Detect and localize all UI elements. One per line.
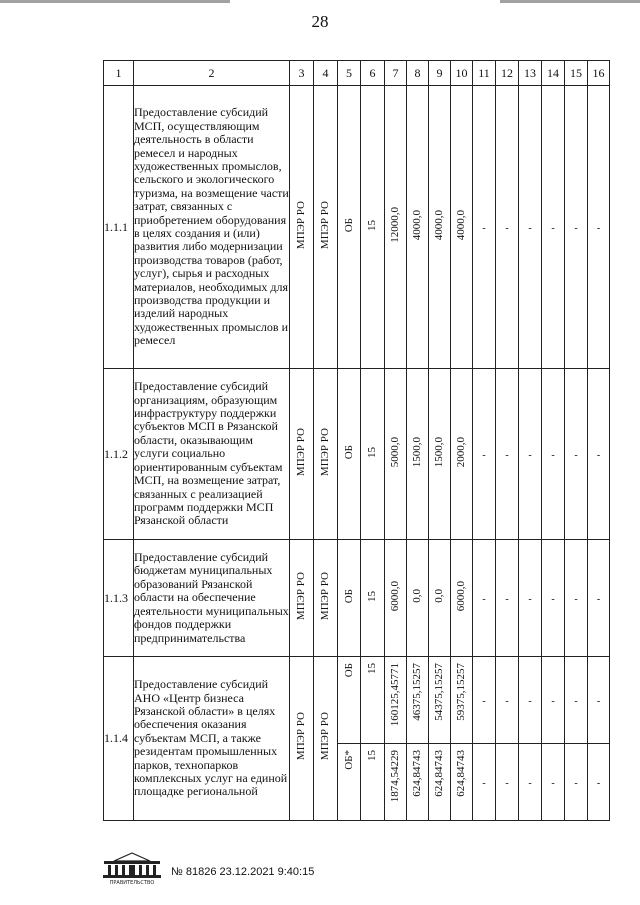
table-row [104, 657, 610, 744]
empty-cell: - [565, 369, 588, 540]
row-description: Предоставление субсидий бюджетам муниципальных образований Рязанской области на обеспечение деятельности муниципальных фондов поддержки предпринимательства [134, 540, 290, 657]
coexecutor-cell [314, 540, 338, 657]
year1-cell [407, 540, 429, 657]
executor-cell [290, 540, 314, 657]
year3-cell [451, 744, 473, 821]
empty-cell: - [588, 540, 610, 657]
empty-cell: - [496, 540, 519, 657]
row-number: 1.1.2 [104, 369, 134, 540]
code-cell [361, 657, 385, 744]
source-cell [338, 540, 361, 657]
header-cell: 15 [565, 61, 588, 86]
code-text: 15 [366, 663, 378, 674]
total-value: 5000,0 [389, 436, 401, 468]
header-cell: 9 [429, 61, 451, 86]
code-cell [361, 540, 385, 657]
year3-cell [451, 657, 473, 744]
executor-cell [290, 657, 314, 821]
empty-cell: - [519, 744, 542, 821]
total-cell [385, 86, 407, 369]
source-text: ОБ [342, 588, 355, 604]
empty-cell: - [473, 86, 496, 369]
empty-cell: - [588, 369, 610, 540]
empty-cell: - [519, 657, 542, 744]
year1-cell [407, 369, 429, 540]
executor-text: МПЭР РО [295, 427, 307, 477]
executor-cell [290, 369, 314, 540]
empty-cell: - [588, 657, 610, 744]
header-cell: 13 [519, 61, 542, 86]
empty-cell: - [496, 369, 519, 540]
empty-cell: - [542, 86, 565, 369]
total-value: 1874,54229 [389, 750, 401, 803]
year3-cell [451, 540, 473, 657]
empty-cell: - [565, 540, 588, 657]
coexecutor-cell [314, 86, 338, 369]
coexecutor-text: МПЭР РО [319, 571, 331, 621]
header-cell: 2 [134, 61, 290, 86]
empty-cell: - [473, 540, 496, 657]
source-text: ОБ [342, 444, 355, 460]
government-building-logo [100, 851, 164, 890]
scan-artifact [0, 0, 230, 3]
total-value: 12000,0 [389, 207, 401, 243]
code-text: 15 [366, 446, 378, 458]
year2-value: 54375,15257 [433, 663, 445, 721]
year3-value: 6000,0 [455, 580, 467, 612]
header-cell: 8 [407, 61, 429, 86]
header-cell: 16 [588, 61, 610, 86]
empty-cell: - [473, 744, 496, 821]
empty-cell: - [542, 540, 565, 657]
executor-text: МПЭР РО [295, 712, 307, 761]
year2-cell [429, 369, 451, 540]
code-cell [361, 86, 385, 369]
year3-cell [451, 86, 473, 369]
source-cell [338, 657, 361, 744]
code-text: 15 [366, 219, 378, 231]
total-value: 160125,45771 [389, 663, 401, 727]
page-number: 28 [311, 12, 329, 31]
header-cell: 4 [314, 61, 338, 86]
header-cell: 3 [290, 61, 314, 86]
header-cell: 10 [451, 61, 473, 86]
year3-value: 59375,15257 [455, 663, 467, 721]
budget-table [103, 60, 610, 821]
source-cell [338, 86, 361, 369]
source-text: ОБ* [342, 750, 355, 770]
document-registration: № 81826 23.12.2021 9:40:15 [171, 866, 315, 878]
header-row [104, 61, 610, 86]
total-cell [385, 657, 407, 744]
empty-cell: - [542, 744, 565, 821]
coexecutor-cell [314, 657, 338, 821]
row-number: 1.1.1 [104, 86, 134, 369]
year2-value: 4000,0 [433, 209, 445, 241]
empty-cell: - [542, 657, 565, 744]
code-cell [361, 369, 385, 540]
header-cell: 7 [385, 61, 407, 86]
total-cell [385, 369, 407, 540]
year1-value: 46375,15257 [411, 663, 423, 721]
empty-cell: - [496, 744, 519, 821]
year3-value: 2000,0 [455, 436, 467, 468]
empty-cell: - [588, 744, 610, 821]
empty-cell: - [542, 369, 565, 540]
table-row [104, 369, 610, 540]
code-text: 15 [366, 590, 378, 602]
table-row [104, 540, 610, 657]
executor-cell [290, 86, 314, 369]
logo-caption: ПРАВИТЕЛЬСТВО [109, 880, 155, 885]
year2-value: 1500,0 [433, 436, 445, 468]
code-text: 15 [366, 750, 378, 761]
empty-cell: - [565, 744, 588, 821]
empty-cell: - [496, 86, 519, 369]
year2-cell [429, 540, 451, 657]
year1-cell [407, 744, 429, 821]
empty-cell: - [588, 86, 610, 369]
table-row [104, 86, 610, 369]
year1-value: 1500,0 [411, 436, 423, 468]
source-cell [338, 744, 361, 821]
source-text: ОБ [342, 663, 355, 678]
row-description: Предоставление субсидий организациям, образующим инфраструктуру поддержки субъектов МСП в Рязанской области, оказывающим услуги социально ориентированным субъектам МСП, на возмещение затрат, связанных с реализацией программ поддержки МСП Рязанской области [134, 369, 290, 540]
empty-cell: - [565, 657, 588, 744]
year1-cell [407, 657, 429, 744]
total-value: 6000,0 [389, 580, 401, 612]
year3-value: 624,84743 [455, 750, 467, 797]
header-cell: 5 [338, 61, 361, 86]
year2-value: 624,84743 [433, 750, 445, 797]
coexecutor-text: МПЭР РО [319, 712, 331, 761]
coexecutor-cell [314, 369, 338, 540]
empty-cell: - [519, 369, 542, 540]
total-cell [385, 744, 407, 821]
year2-value: 0,0 [433, 589, 445, 603]
header-cell: 12 [496, 61, 519, 86]
year1-value: 4000,0 [411, 209, 423, 241]
total-cell [385, 540, 407, 657]
header-cell: 14 [542, 61, 565, 86]
coexecutor-text: МПЭР РО [319, 427, 331, 477]
executor-text: МПЭР РО [295, 571, 307, 621]
year1-cell [407, 86, 429, 369]
year3-value: 4000,0 [455, 209, 467, 241]
empty-cell: - [519, 540, 542, 657]
year2-cell [429, 744, 451, 821]
row-number: 1.1.3 [104, 540, 134, 657]
header-cell: 11 [473, 61, 496, 86]
executor-text: МПЭР РО [295, 200, 307, 250]
row-description: Предоставление субсидий МСП, осуществляющим деятельность в области ремесел и народных художественных промыслов, сельского и экологического туризма, на возмещение части затрат, связанных с приобретением оборудования в целях создания и (или) развития либо модернизации производства товаров (работ, услуг), сырья и расходных материалов, необходимых для производства продукции и изделий народных художественных промыслов и ремесел [134, 86, 290, 369]
empty-cell: - [496, 657, 519, 744]
header-cell: 6 [361, 61, 385, 86]
year2-cell [429, 86, 451, 369]
empty-cell: - [473, 657, 496, 744]
year3-cell [451, 369, 473, 540]
code-cell [361, 744, 385, 821]
year2-cell [429, 657, 451, 744]
empty-cell: - [519, 86, 542, 369]
scan-artifact [500, 0, 640, 3]
year1-value: 624,84743 [411, 750, 423, 797]
row-description: Предоставление субсидий АНО «Центр бизнеса Рязанской области» в целях обеспечения оказания субъектам МСП, а также резидентам промышленных парков, технопарков комплексных услуг на единой площадке региональной [134, 657, 290, 821]
empty-cell: - [473, 369, 496, 540]
year1-value: 0,0 [411, 589, 423, 603]
source-text: ОБ [342, 217, 355, 233]
row-number: 1.1.4 [104, 657, 134, 821]
source-cell [338, 369, 361, 540]
coexecutor-text: МПЭР РО [319, 200, 331, 250]
header-cell: 1 [104, 61, 134, 86]
empty-cell: - [565, 86, 588, 369]
